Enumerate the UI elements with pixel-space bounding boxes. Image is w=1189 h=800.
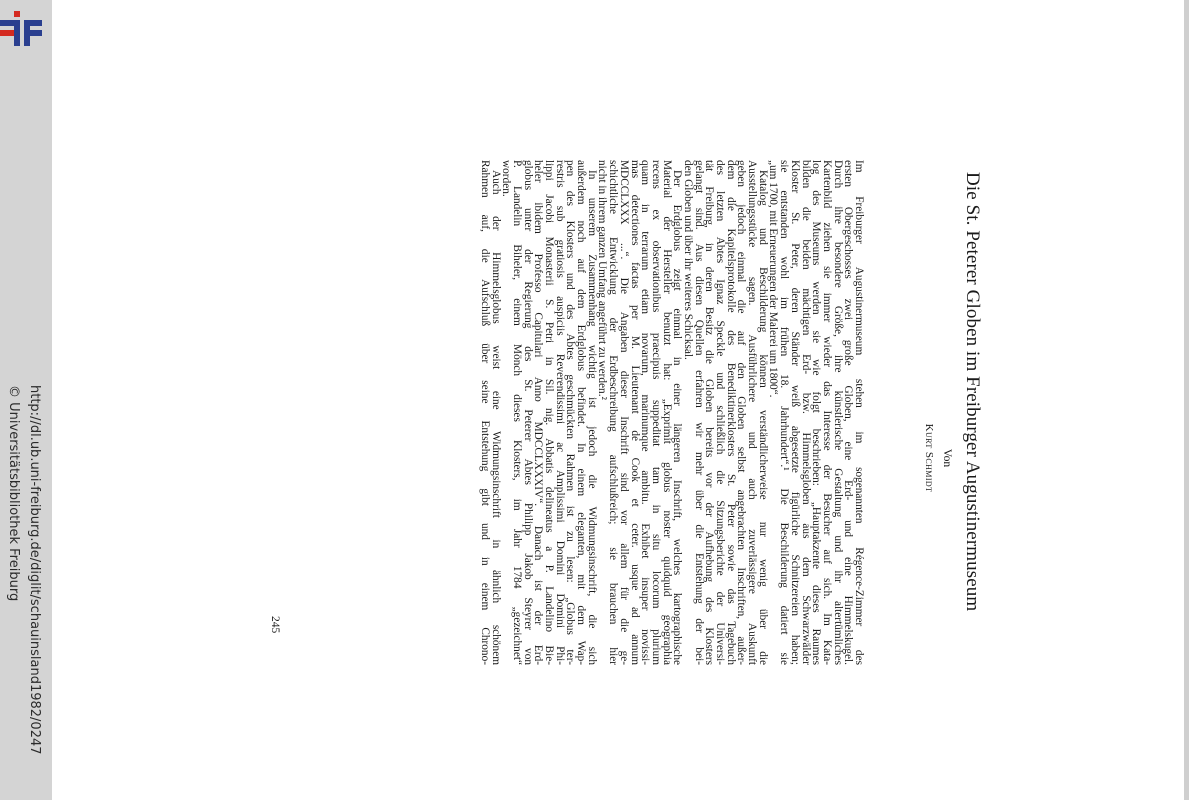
byline-von: Von: [941, 448, 953, 468]
body-line: Rahmen auf, die Aufschluß über seine Entstehung gibt und in einem Chrono-: [478, 160, 491, 665]
page-number: 245: [269, 616, 281, 634]
body-line: gelangt sind. Aus diesen Quellen erfahren wir mehr über die Entstehung der bei-: [692, 160, 705, 665]
body-line: Auch der Himmelsglobus weist eine Widmungsinschrift in ähnlich schönem: [489, 170, 502, 665]
body-line: log des Museums werden sie wie folgt beschrieben: „Hauptakzente dieses Raumes: [810, 160, 823, 665]
body-line: Material der Hersteller benutzt hat: „Exprimit globus noster quidquid geographia: [660, 160, 673, 665]
body-line: schichtliche Entwicklung der Erdbeschreibung aufschlußreich; sie brauchen hier: [607, 160, 620, 665]
body-line: pen des Klosters und des Abtes geschmückten Rahmen ist zu lesen: „Globus ter-: [564, 160, 577, 665]
body-line: recens ex observationibus praecipuis suppeditat tam in situ locorum plurium: [649, 160, 662, 665]
body-line: In unserem Zusammenhang wichtig ist jedoch die Widmungsinschrift, die sich: [585, 170, 598, 665]
source-url-link[interactable]: http://dl.ub.uni-freiburg.de/diglit/schauinsland1982/0247: [27, 385, 42, 755]
body-line: Kartenbild ziehen sie immer wieder das Interesse der Besucher auf sich. Im Kata-: [820, 160, 833, 665]
article-author: Kurt Schmidt: [923, 423, 935, 493]
body-line: den Globen und über ihr weiteres Schicksal.: [682, 160, 694, 360]
body-line: Der Erdglobus zeigt einmal in einer längeren Inschrift, welches kartographische: [671, 170, 684, 665]
body-line: ersten Obergeschosses zwei große Globen, eine Erd- und eine Himmelskugel.: [842, 160, 855, 665]
body-line: Katalog und Beschilderung können verständlicherweise nur wenig über die: [756, 170, 769, 665]
body-line: lippi Jacobi Monasterii S. Petri in Sil. nig. Abbatis delineatus a P. Landelino Bie-: [543, 160, 556, 665]
body-line: dem die Kapitelsprotokolle des Benediktinerklosters St. Peter sowie das Tagebuch: [724, 160, 737, 665]
body-line: Ausstellungsstücke sagen. Ausführlichere und auch zuverlässigere Auskunft: [746, 160, 759, 665]
body-line: Kloster St. Peter, deren Ständer weiß abgesetzte figürliche Schnitzereien haben;: [788, 160, 801, 665]
body-line: restris sub gratiosis auspiciis Reverendissimi ac Amplissimi Domini Domini Phi-: [553, 160, 566, 665]
body-line: „um 1700, mit Erneuerungen der Malerei um 1800“.: [767, 160, 780, 398]
body-line: nicht in ihrem ganzen Umfang angeführt zu werden.²: [596, 160, 609, 400]
article-title: Die St. Peterer Globen im Freiburger Augustinermuseum: [962, 172, 983, 612]
body-line: MDCCLXXX ...“. Die Angaben dieser Inschrift sind vor allem für die ge-: [617, 160, 630, 665]
body-line: des letzten Abtes Ignaz Speckle und schließlich die Sitzungsberichte der Universi-: [714, 160, 727, 665]
body-line: bilden die beiden mächtigen Erd- bzw. Himmelsgloben aus dem Schwarzwälder: [799, 160, 812, 665]
body-line: außerdem noch auf dem Erdglobus befindet. In einem eleganten, mit dem Wap-: [575, 160, 588, 665]
body-line: heler ibidem Professo Capitulari Anno MDCCLXXXIV“. Danach ist der Erd-: [532, 160, 545, 665]
body-line: quam in terrarum etiam novarum, marinumque ambitu. Exhibet insuper novissi-: [639, 160, 652, 665]
body-line: tät Freiburg, in deren Besitz die Globen bereits vor der Aufhebung des Klosters: [703, 160, 716, 665]
body-line: worden.: [500, 160, 513, 197]
body-line: mas detectiones factas per M. Lieutenant de Cook et ceter. usque ad annum: [628, 160, 641, 665]
body-line: Durch ihre besondere Größe, ihre künstlerische Gestaltung und ihr altertümliches: [831, 160, 844, 665]
body-line: geben jedoch einmal die auf den Globen selbst angebrachten Inschriften, außer-: [735, 160, 748, 665]
body-line: P. Landelin Biheler, einem Mönch dieses Klosters, im Jahr 1784 „gezeichnet“: [511, 160, 523, 665]
body-line: globus unter der Regierung des St. Peterer Abtes Philipp Jakob Steyrer von: [521, 160, 534, 665]
copyright-notice: © Universitätsbibliothek Freiburg: [6, 385, 21, 602]
body-line: Im Freiburger Augustinermuseum stehen im sogenannten Régence-Zimmer des: [853, 160, 865, 665]
body-line: sie entstanden wohl im frühen 18. Jahrhundert“.¹ Die Beschilderung datiert sie: [778, 160, 791, 665]
article-body: [479, 160, 864, 665]
